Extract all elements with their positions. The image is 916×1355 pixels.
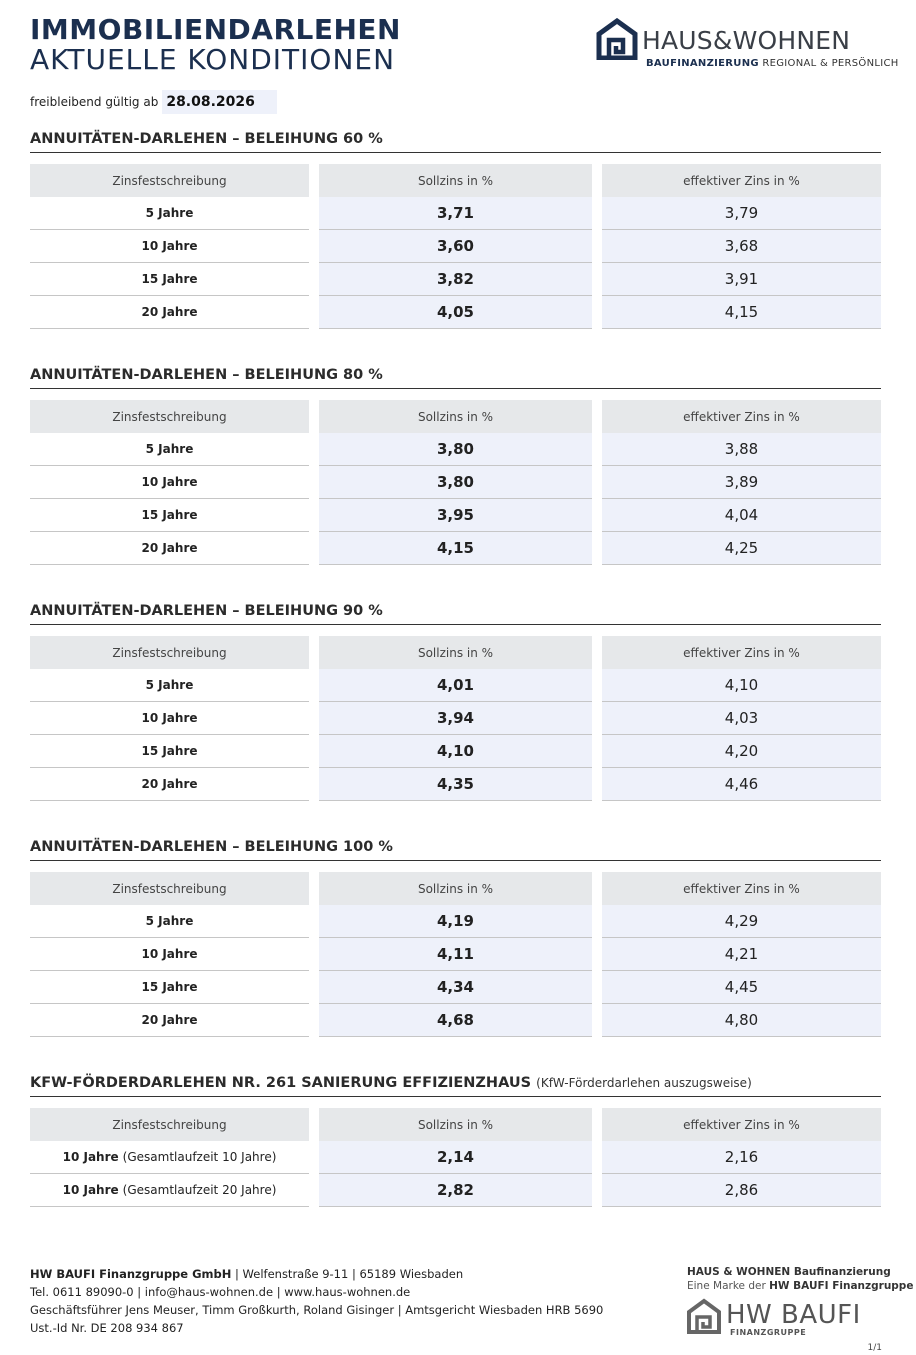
cell-term <box>30 296 309 329</box>
cell-eff: 3,88 <box>602 433 881 466</box>
cell-soll: 3,95 <box>319 499 592 532</box>
table-row <box>30 532 881 565</box>
table-header <box>30 636 881 669</box>
validity-date: 28.08.2026 <box>162 90 277 114</box>
header-eff: effektiver Zins in % <box>602 400 881 433</box>
cell-term <box>30 1004 309 1037</box>
cell-soll: 4,34 <box>319 971 592 1004</box>
term-text: 5 Jahre <box>145 914 194 928</box>
hw-baufi-logo <box>686 1296 861 1342</box>
page-title: IMMOBILIENDARLEHEN <box>30 13 401 46</box>
header-term: Zinsfestschreibung <box>30 872 309 905</box>
footer-contact: Tel. 0611 89090-0 | info@haus-wohnen.de | www.haus-wohnen.de <box>30 1285 411 1299</box>
rate-table <box>30 1108 881 1207</box>
cell-eff: 4,21 <box>602 938 881 971</box>
table-row <box>30 905 881 938</box>
table-row <box>30 1004 881 1037</box>
house-logo-icon <box>596 18 638 60</box>
footer-brand <box>687 1265 913 1293</box>
cell-soll: 3,82 <box>319 263 592 296</box>
term-text: 15 Jahre <box>141 508 198 522</box>
footer-vat: Ust.-Id Nr. DE 208 934 867 <box>30 1321 184 1335</box>
footer-brand-prefix: Eine Marke der <box>687 1280 770 1292</box>
table-row <box>30 263 881 296</box>
footer-company: HW BAUFI Finanzgruppe GmbH <box>30 1267 232 1281</box>
hw-logo-sub: FINANZGRUPPE <box>730 1328 807 1337</box>
cell-term <box>30 1141 309 1174</box>
hw-house-icon <box>686 1298 722 1334</box>
cell-term <box>30 768 309 801</box>
cell-soll: 2,14 <box>319 1141 592 1174</box>
term-text: 10 Jahre <box>62 1183 119 1197</box>
cell-term <box>30 938 309 971</box>
cell-eff: 3,79 <box>602 197 881 230</box>
cell-term <box>30 197 309 230</box>
cell-eff: 4,29 <box>602 905 881 938</box>
cell-eff: 4,80 <box>602 1004 881 1037</box>
hw-logo-name: HW BAUFI <box>726 1300 861 1330</box>
table-row <box>30 702 881 735</box>
section-title-text: ANNUITÄTEN-DARLEHEN – BELEIHUNG 100 % <box>30 839 393 855</box>
header-soll: Sollzins in % <box>319 400 592 433</box>
cell-soll: 3,71 <box>319 197 592 230</box>
section-title-text: KFW-FÖRDERDARLEHEN NR. 261 SANIERUNG EFFIZIENZHAUS <box>30 1075 532 1091</box>
footer-address-line: | Welfenstraße 9-11 | 65189 Wiesbaden <box>231 1267 464 1281</box>
cell-eff: 4,25 <box>602 532 881 565</box>
cell-eff: 3,91 <box>602 263 881 296</box>
cell-term <box>30 1174 309 1207</box>
table-header <box>30 400 881 433</box>
footer-address <box>30 1265 603 1337</box>
table-row <box>30 433 881 466</box>
section-title <box>30 836 881 861</box>
cell-term <box>30 532 309 565</box>
cell-term <box>30 466 309 499</box>
header-eff: effektiver Zins in % <box>602 636 881 669</box>
header-term: Zinsfestschreibung <box>30 164 309 197</box>
table-row <box>30 1141 881 1174</box>
validity-label: freibleibend gültig ab <box>30 95 159 109</box>
header-soll: Sollzins in % <box>319 164 592 197</box>
term-text: 10 Jahre <box>141 239 198 253</box>
cell-soll: 4,19 <box>319 905 592 938</box>
rate-section <box>30 1072 881 1207</box>
cell-soll: 4,15 <box>319 532 592 565</box>
header-eff: effektiver Zins in % <box>602 1108 881 1141</box>
cell-term <box>30 433 309 466</box>
table-row <box>30 768 881 801</box>
table-row <box>30 1174 881 1207</box>
table-row <box>30 971 881 1004</box>
cell-soll: 4,35 <box>319 768 592 801</box>
cell-eff: 4,10 <box>602 669 881 702</box>
header-soll: Sollzins in % <box>319 636 592 669</box>
header-term: Zinsfestschreibung <box>30 636 309 669</box>
term-extra: (Gesamtlaufzeit 10 Jahre) <box>122 1150 277 1164</box>
table-row <box>30 197 881 230</box>
cell-soll: 4,01 <box>319 669 592 702</box>
table-row <box>30 499 881 532</box>
validity <box>30 88 277 116</box>
table-row <box>30 938 881 971</box>
header-eff: effektiver Zins in % <box>602 164 881 197</box>
cell-term <box>30 230 309 263</box>
table-header <box>30 872 881 905</box>
cell-soll: 3,60 <box>319 230 592 263</box>
section-title-text: ANNUITÄTEN-DARLEHEN – BELEIHUNG 90 % <box>30 603 383 619</box>
term-text: 5 Jahre <box>145 442 194 456</box>
cell-eff: 4,45 <box>602 971 881 1004</box>
term-text: 20 Jahre <box>141 305 198 319</box>
cell-eff: 2,86 <box>602 1174 881 1207</box>
cell-soll: 4,68 <box>319 1004 592 1037</box>
rate-section <box>30 600 881 801</box>
rate-section <box>30 364 881 565</box>
cell-eff: 4,46 <box>602 768 881 801</box>
logo-wordmark: HAUS&WOHNEN <box>642 26 851 55</box>
term-text: 20 Jahre <box>141 777 198 791</box>
cell-eff: 4,04 <box>602 499 881 532</box>
term-text: 15 Jahre <box>141 744 198 758</box>
cell-soll: 3,94 <box>319 702 592 735</box>
page-subtitle: AKTUELLE KONDITIONEN <box>30 43 396 76</box>
cell-eff: 2,16 <box>602 1141 881 1174</box>
term-text: 20 Jahre <box>141 541 198 555</box>
cell-soll: 4,05 <box>319 296 592 329</box>
term-text: 5 Jahre <box>145 206 194 220</box>
cell-soll: 4,11 <box>319 938 592 971</box>
footer-brand-bold: HW BAUFI Finanzgruppe <box>769 1280 914 1292</box>
term-text: 10 Jahre <box>141 475 198 489</box>
term-text: 10 Jahre <box>62 1150 119 1164</box>
section-title-text: ANNUITÄTEN-DARLEHEN – BELEIHUNG 60 % <box>30 131 383 147</box>
table-row <box>30 230 881 263</box>
rate-table <box>30 164 881 329</box>
cell-eff: 4,03 <box>602 702 881 735</box>
header-soll: Sollzins in % <box>319 1108 592 1141</box>
table-row <box>30 669 881 702</box>
cell-eff: 4,15 <box>602 296 881 329</box>
cell-term <box>30 669 309 702</box>
term-text: 10 Jahre <box>141 711 198 725</box>
cell-term <box>30 971 309 1004</box>
cell-term <box>30 905 309 938</box>
cell-soll: 4,10 <box>319 735 592 768</box>
rate-section <box>30 836 881 1037</box>
rate-table <box>30 636 881 801</box>
table-row <box>30 296 881 329</box>
footer-brand-line1: HAUS & WOHNEN Baufinanzierung <box>687 1266 891 1278</box>
cell-soll: 2,82 <box>319 1174 592 1207</box>
section-title <box>30 600 881 625</box>
header-eff: effektiver Zins in % <box>602 872 881 905</box>
term-text: 20 Jahre <box>141 1013 198 1027</box>
haus-wohnen-logo <box>596 16 899 76</box>
cell-term <box>30 735 309 768</box>
section-title <box>30 364 881 389</box>
section-note: (KfW-Förderdarlehen auszugsweise) <box>536 1076 752 1090</box>
table-header <box>30 1108 881 1141</box>
header-soll: Sollzins in % <box>319 872 592 905</box>
term-text: 15 Jahre <box>141 980 198 994</box>
term-text: 5 Jahre <box>145 678 194 692</box>
table-row <box>30 735 881 768</box>
header-term: Zinsfestschreibung <box>30 1108 309 1141</box>
term-text: 15 Jahre <box>141 272 198 286</box>
table-row <box>30 466 881 499</box>
cell-term <box>30 263 309 296</box>
logo-tagline-bold: BAUFINANZIERUNG <box>646 58 759 69</box>
section-title <box>30 128 881 153</box>
footer-management: Geschäftsführer Jens Meuser, Timm Großkurth, Roland Gisinger | Amtsgericht Wiesbaden HRB 5690 <box>30 1303 604 1317</box>
cell-eff: 3,89 <box>602 466 881 499</box>
logo-tagline <box>646 58 899 69</box>
rate-table <box>30 400 881 565</box>
section-title-text: ANNUITÄTEN-DARLEHEN – BELEIHUNG 80 % <box>30 367 383 383</box>
term-extra: (Gesamtlaufzeit 20 Jahre) <box>122 1183 277 1197</box>
cell-term <box>30 702 309 735</box>
cell-soll: 3,80 <box>319 466 592 499</box>
rate-table <box>30 872 881 1037</box>
cell-eff: 4,20 <box>602 735 881 768</box>
rate-section <box>30 128 881 329</box>
header-term: Zinsfestschreibung <box>30 400 309 433</box>
cell-soll: 3,80 <box>319 433 592 466</box>
section-title <box>30 1072 881 1097</box>
cell-eff: 3,68 <box>602 230 881 263</box>
cell-term <box>30 499 309 532</box>
logo-tagline-rest: REGIONAL & PERSÖNLICH <box>758 58 899 69</box>
term-text: 10 Jahre <box>141 947 198 961</box>
table-header <box>30 164 881 197</box>
page-number: 1/1 <box>867 1343 882 1353</box>
